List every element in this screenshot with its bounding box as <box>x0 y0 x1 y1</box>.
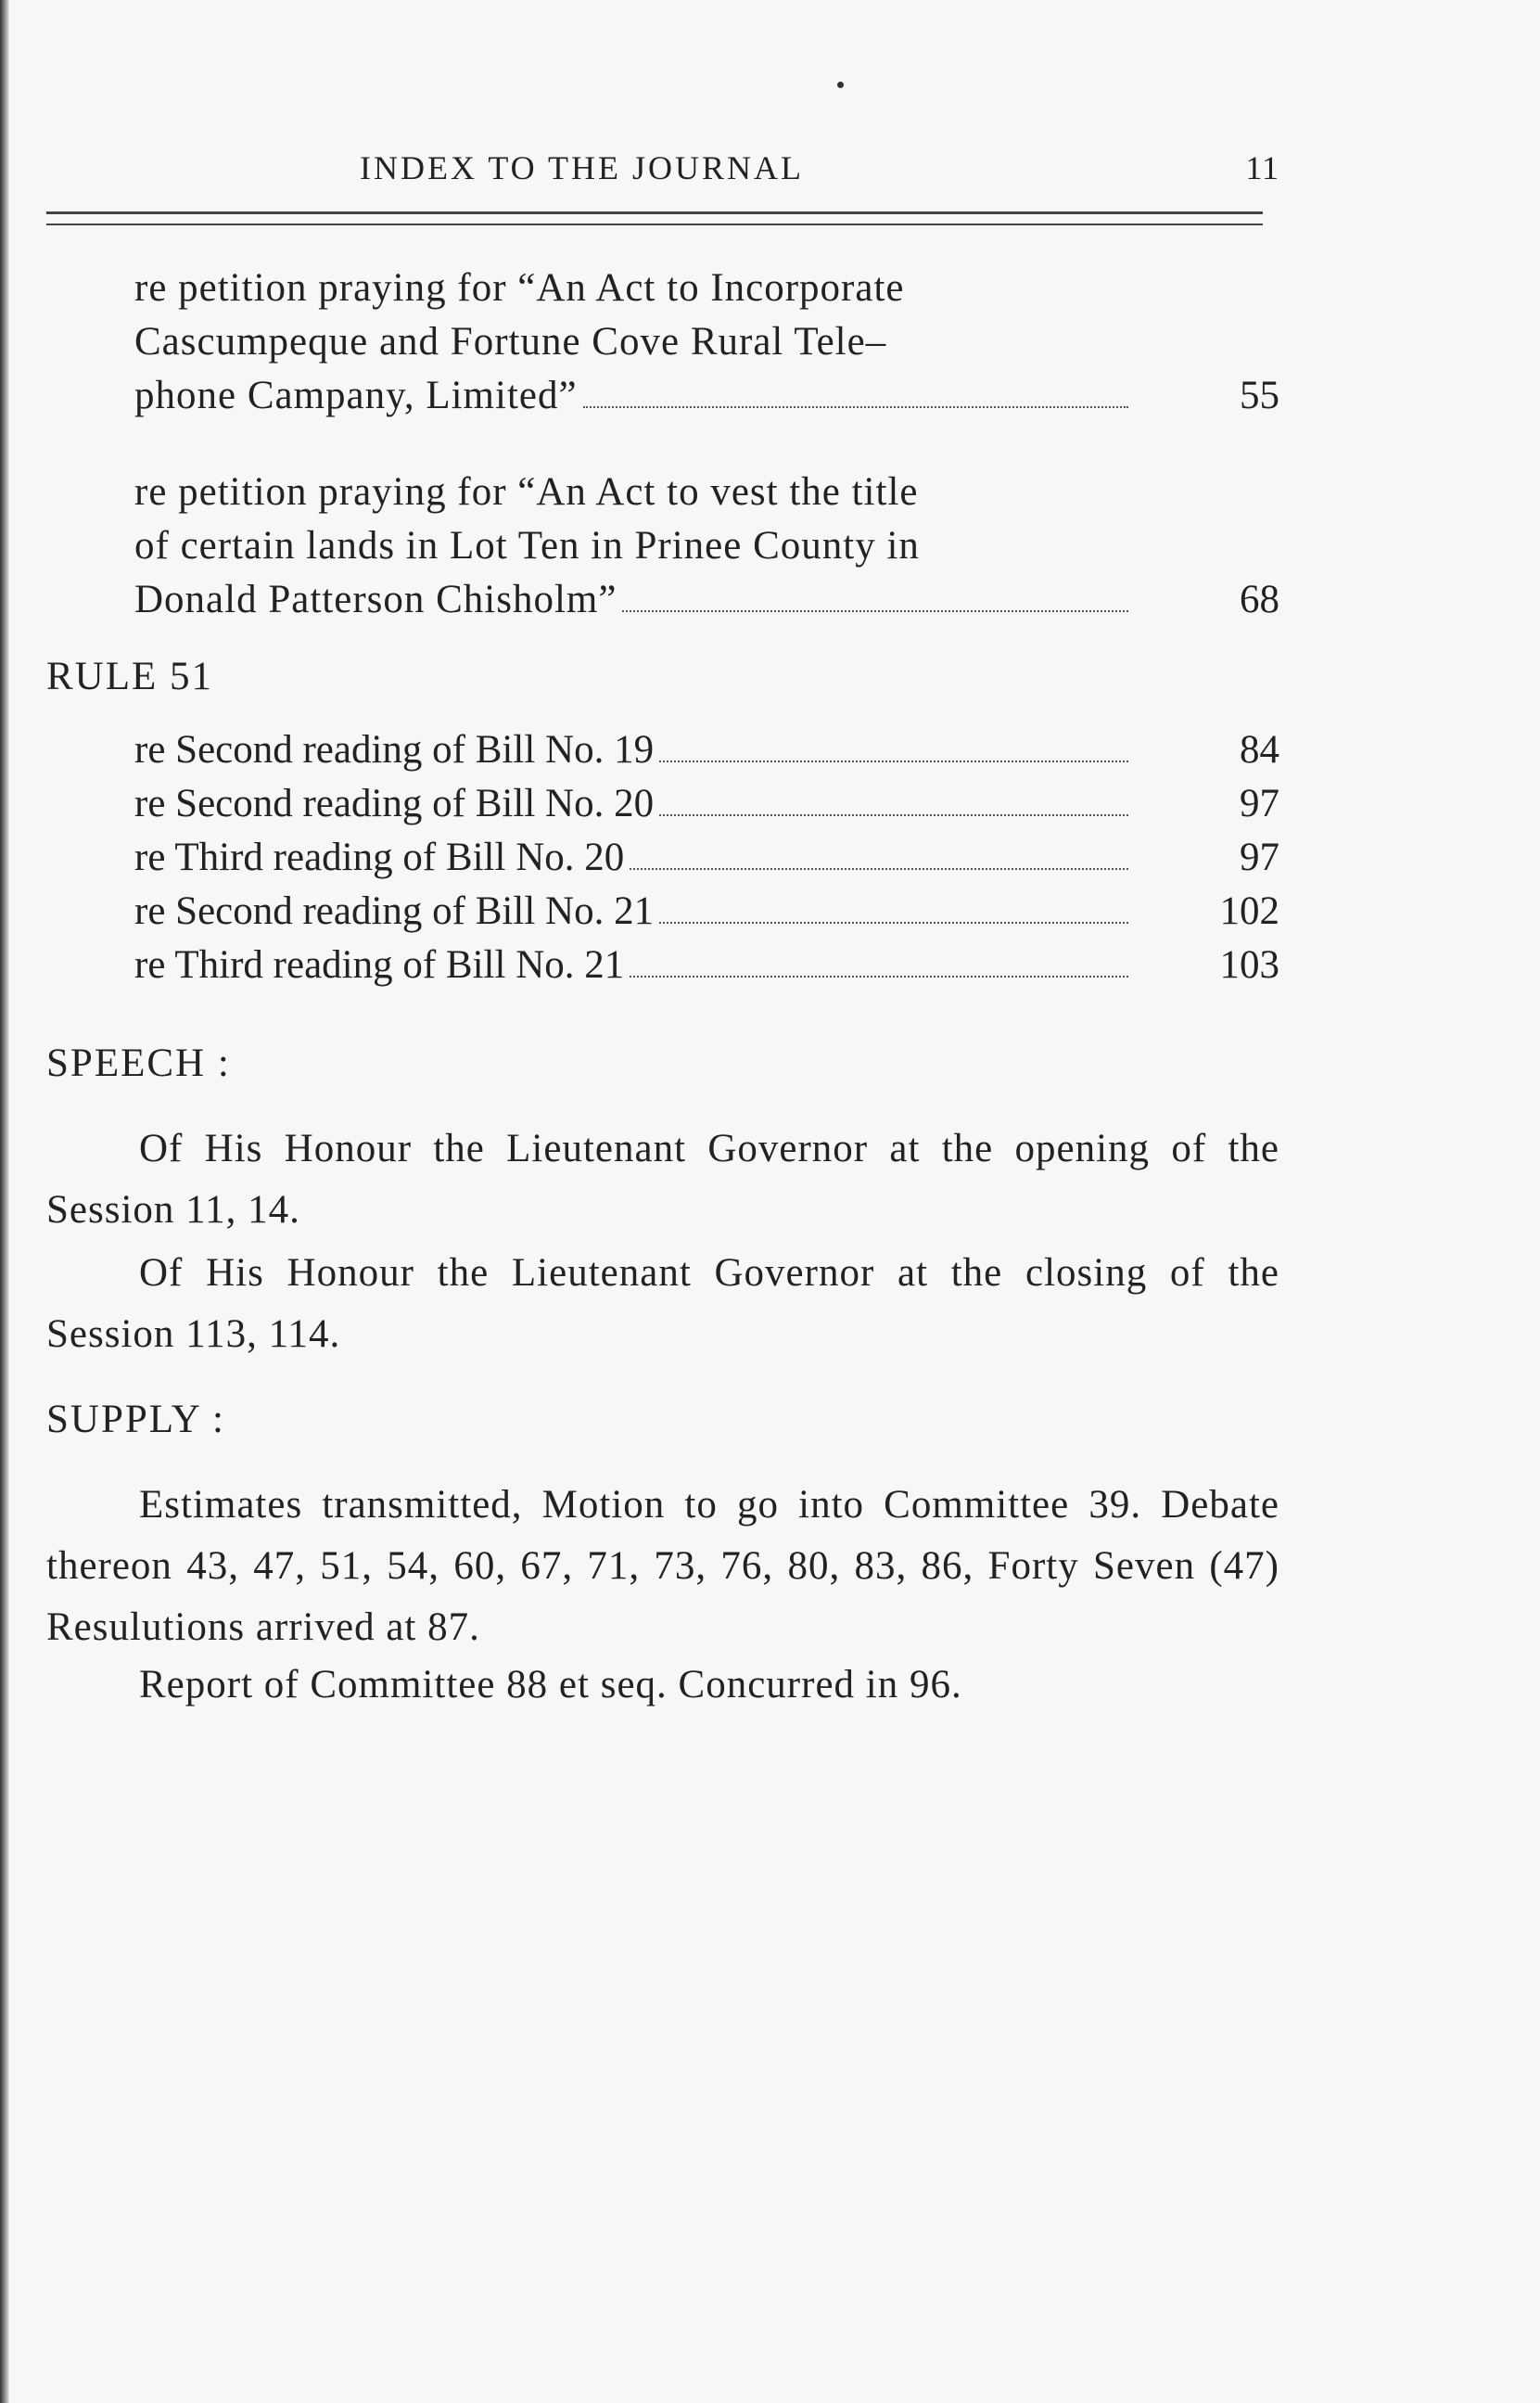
entry-line: of certain lands in Lot Ten in Prinee County in <box>134 524 920 568</box>
section-heading-rule-51: RULE 51 <box>46 655 214 698</box>
dot-leader <box>659 813 1128 816</box>
page-reference: 103 <box>1219 943 1279 987</box>
running-header <box>46 148 1279 195</box>
page-reference: 102 <box>1219 889 1279 933</box>
index-entry <box>134 777 1279 831</box>
index-entry-petition <box>134 466 1279 627</box>
index-entry <box>134 831 1279 885</box>
supply-paragraph: Report of Committee 88 et seq. Concurred in 96. <box>139 1663 962 1706</box>
page-reference: 55 <box>1240 374 1279 417</box>
dot-leader <box>659 760 1128 762</box>
page-reference: 97 <box>1240 836 1279 879</box>
speech-paragraph: Of His Honour the Lieutenant Governor at the opening of the Session 11, 14. <box>46 1127 1279 1232</box>
entry-text: re Second reading of Bill No. 20 <box>134 782 655 825</box>
entry-text: re Third reading of Bill No. 20 <box>134 836 625 879</box>
entry-line: re petition praying for “An Act to vest the title <box>134 470 919 514</box>
print-speck <box>837 82 844 88</box>
entry-line: phone Campany, Limited” <box>134 374 578 417</box>
supply-paragraph: Estimates transmitted, Motion to go into Committee 39. Debate thereon 43, 47, 51, 54, 60, 67, 71, 73, 76, 80, 83, 86, Forty Seven (47) Resulutions arrived at 87. <box>46 1483 1279 1649</box>
page-reference: 68 <box>1240 578 1279 621</box>
header-rule-top <box>46 211 1263 214</box>
dot-leader <box>659 921 1128 924</box>
page-binding-edge <box>0 0 9 2403</box>
section-heading-speech: SPEECH : <box>46 1042 231 1085</box>
entry-text: re Second reading of Bill No. 21 <box>134 889 655 933</box>
dot-leader <box>622 609 1128 612</box>
header-rule-bottom <box>46 224 1263 225</box>
entry-line: Cascumpeque and Fortune Cove Rural Tele– <box>134 320 887 364</box>
header-page-number: 11 <box>1245 149 1279 186</box>
speech-paragraph: Of His Honour the Lieutenant Governor at the closing of the Session 113, 114. <box>46 1251 1279 1356</box>
dot-leader <box>630 867 1128 870</box>
page-reference: 84 <box>1240 728 1279 772</box>
section-heading-supply: SUPPLY : <box>46 1398 225 1441</box>
dot-leader <box>630 975 1128 978</box>
dot-leader <box>583 405 1128 408</box>
entry-text: re Third reading of Bill No. 21 <box>134 943 625 987</box>
index-entry <box>134 885 1279 939</box>
index-entry-petition <box>134 262 1279 423</box>
entry-text: re Second reading of Bill No. 19 <box>134 728 655 772</box>
entry-line: Donald Patterson Chisholm” <box>134 578 617 621</box>
index-entry <box>134 939 1279 992</box>
index-entry <box>134 723 1279 777</box>
page-reference: 97 <box>1240 782 1279 825</box>
header-title: INDEX TO THE JOURNAL <box>360 149 804 186</box>
entry-line: re petition praying for “An Act to Incorporate <box>134 266 905 310</box>
